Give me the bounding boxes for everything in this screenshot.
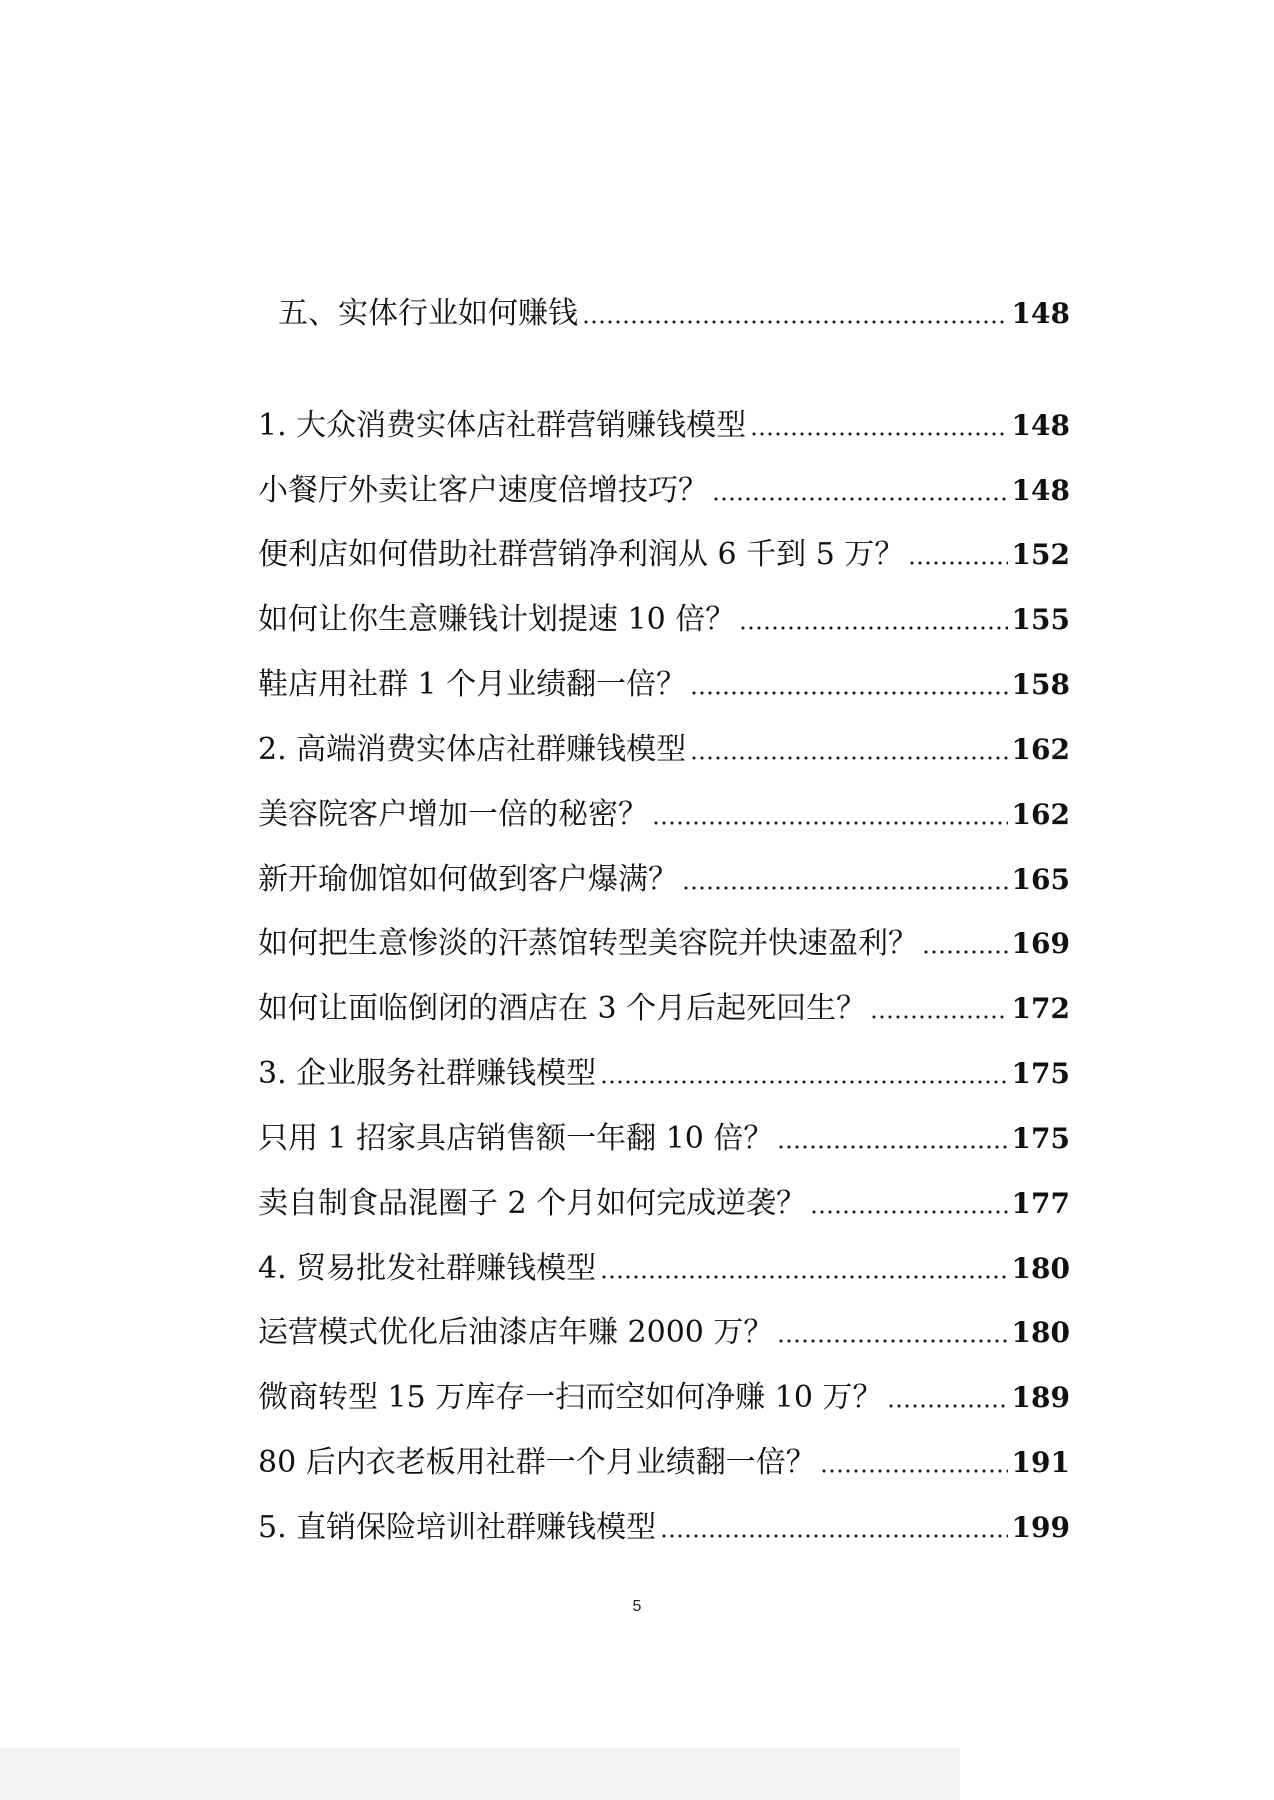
toc-entry-page: 152: [1011, 538, 1070, 571]
toc-entry-page: 175: [1011, 1122, 1070, 1155]
toc-entry-page: 148: [1011, 409, 1070, 442]
toc-entry-title: 如何把生意惨淡的汗蒸馆转型美容院并快速盈利？: [258, 926, 918, 961]
toc-entry-page: 148: [1011, 474, 1070, 507]
toc-entry: [258, 1113, 1070, 1159]
toc-entry-page: 180: [1011, 1252, 1070, 1285]
toc-entry-title: 如何让面临倒闭的酒店在 3 个月后起死回生？: [258, 991, 867, 1026]
dot-leader: [600, 1274, 1007, 1280]
dot-leader: [582, 319, 1008, 325]
dot-leader: [870, 1014, 1007, 1020]
dot-leader: [777, 1338, 1007, 1344]
toc-entry: [258, 1372, 1070, 1418]
dot-leader: [690, 755, 1007, 761]
toc-entry: [258, 594, 1070, 640]
toc-entry-chapter-3: [258, 1048, 1070, 1094]
toc-entry-chapter-4: [258, 1243, 1070, 1289]
toc-entry: [258, 529, 1070, 575]
dot-leader: [682, 885, 1008, 891]
toc-entry-title: 3. 企业服务社群赚钱模型: [258, 1056, 597, 1091]
dot-leader: [690, 690, 1007, 696]
toc-entry-title: 卖自制食品混圈子 2 个月如何完成逆袭？: [258, 1186, 807, 1221]
toc-entry-title: 新开瑜伽馆如何做到客户爆满？: [258, 862, 678, 897]
dot-leader: [887, 1403, 1008, 1409]
toc-entry-title: 便利店如何借助社群营销净利润从 6 千到 5 万？: [258, 537, 905, 572]
toc-entry-title: 微商转型 15 万库存一扫而空如何净赚 10 万？: [258, 1380, 883, 1415]
toc-entry-title: 5. 直销保险培训社群赚钱模型: [258, 1510, 657, 1545]
toc-entry-page: 180: [1011, 1316, 1070, 1349]
dot-leader: [777, 1144, 1007, 1150]
toc-entry-title: 运营模式优化后油漆店年赚 2000 万？: [258, 1315, 774, 1350]
toc-entry-page: 158: [1011, 668, 1070, 701]
toc-entry-title: 五、实体行业如何赚钱: [278, 296, 578, 331]
toc-entry: [258, 789, 1070, 835]
toc-entry: [258, 659, 1070, 705]
toc-entry-page: 189: [1011, 1381, 1070, 1414]
toc-entry-title: 4. 贸易批发社群赚钱模型: [258, 1251, 597, 1286]
dot-leader: [739, 625, 1007, 631]
page-number: 5: [632, 1598, 642, 1615]
toc-entry-chapter-5: [258, 1502, 1070, 1548]
dot-leader: [908, 560, 1007, 566]
toc-entry-page: 177: [1011, 1187, 1070, 1220]
toc-entry-title: 只用 1 招家具店销售额一年翻 10 倍？: [258, 1121, 774, 1156]
toc-entry-page: 162: [1011, 798, 1070, 831]
toc-entry: [258, 1307, 1070, 1353]
toc-entry-page: 165: [1011, 863, 1070, 896]
toc-entry-title: 小餐厅外卖让客户速度倍增技巧？: [258, 473, 708, 508]
toc-entry-page: 175: [1011, 1057, 1070, 1090]
toc-entry: [258, 854, 1070, 900]
toc-entry-page: 155: [1011, 603, 1070, 636]
toc-entry-title: 80 后内衣老板用社群一个月业绩翻一倍？: [258, 1445, 816, 1480]
toc-entry-title: 如何让你生意赚钱计划提速 10 倍？: [258, 602, 736, 637]
toc-entry-page: 162: [1011, 733, 1070, 766]
dot-leader: [652, 820, 1008, 826]
toc-entry-chapter-1: [258, 400, 1070, 446]
toc-entry: [258, 918, 1070, 964]
toc-entry-title: 鞋店用社群 1 个月业绩翻一倍？: [258, 667, 687, 702]
toc-entry: [258, 465, 1070, 511]
dot-leader: [712, 496, 1008, 502]
toc-entry-page: 191: [1011, 1446, 1070, 1479]
dot-leader: [810, 1209, 1007, 1215]
toc-entry-title: 1. 大众消费实体店社群营销赚钱模型: [258, 408, 747, 443]
dot-leader: [820, 1468, 1008, 1474]
dot-leader: [600, 1079, 1007, 1085]
toc-entry-section-5: [278, 288, 1070, 334]
toc-entry-page: 148: [1011, 297, 1070, 330]
toc-entry-page: 172: [1011, 992, 1070, 1025]
toc-entry-title: 2. 高端消费实体店社群赚钱模型: [258, 732, 687, 767]
toc-entry-title: 美容院客户增加一倍的秘密？: [258, 797, 648, 832]
toc-entry-page: 199: [1011, 1511, 1070, 1544]
toc-entry-page: 169: [1011, 927, 1070, 960]
dot-leader: [660, 1533, 1007, 1539]
scan-bottom-band: [0, 1748, 960, 1800]
toc-entry: [258, 1437, 1070, 1483]
toc-entry: [258, 983, 1070, 1029]
toc-entry: [258, 1178, 1070, 1224]
toc-entry-chapter-2: [258, 724, 1070, 770]
dot-leader: [750, 431, 1007, 437]
dot-leader: [922, 949, 1008, 955]
